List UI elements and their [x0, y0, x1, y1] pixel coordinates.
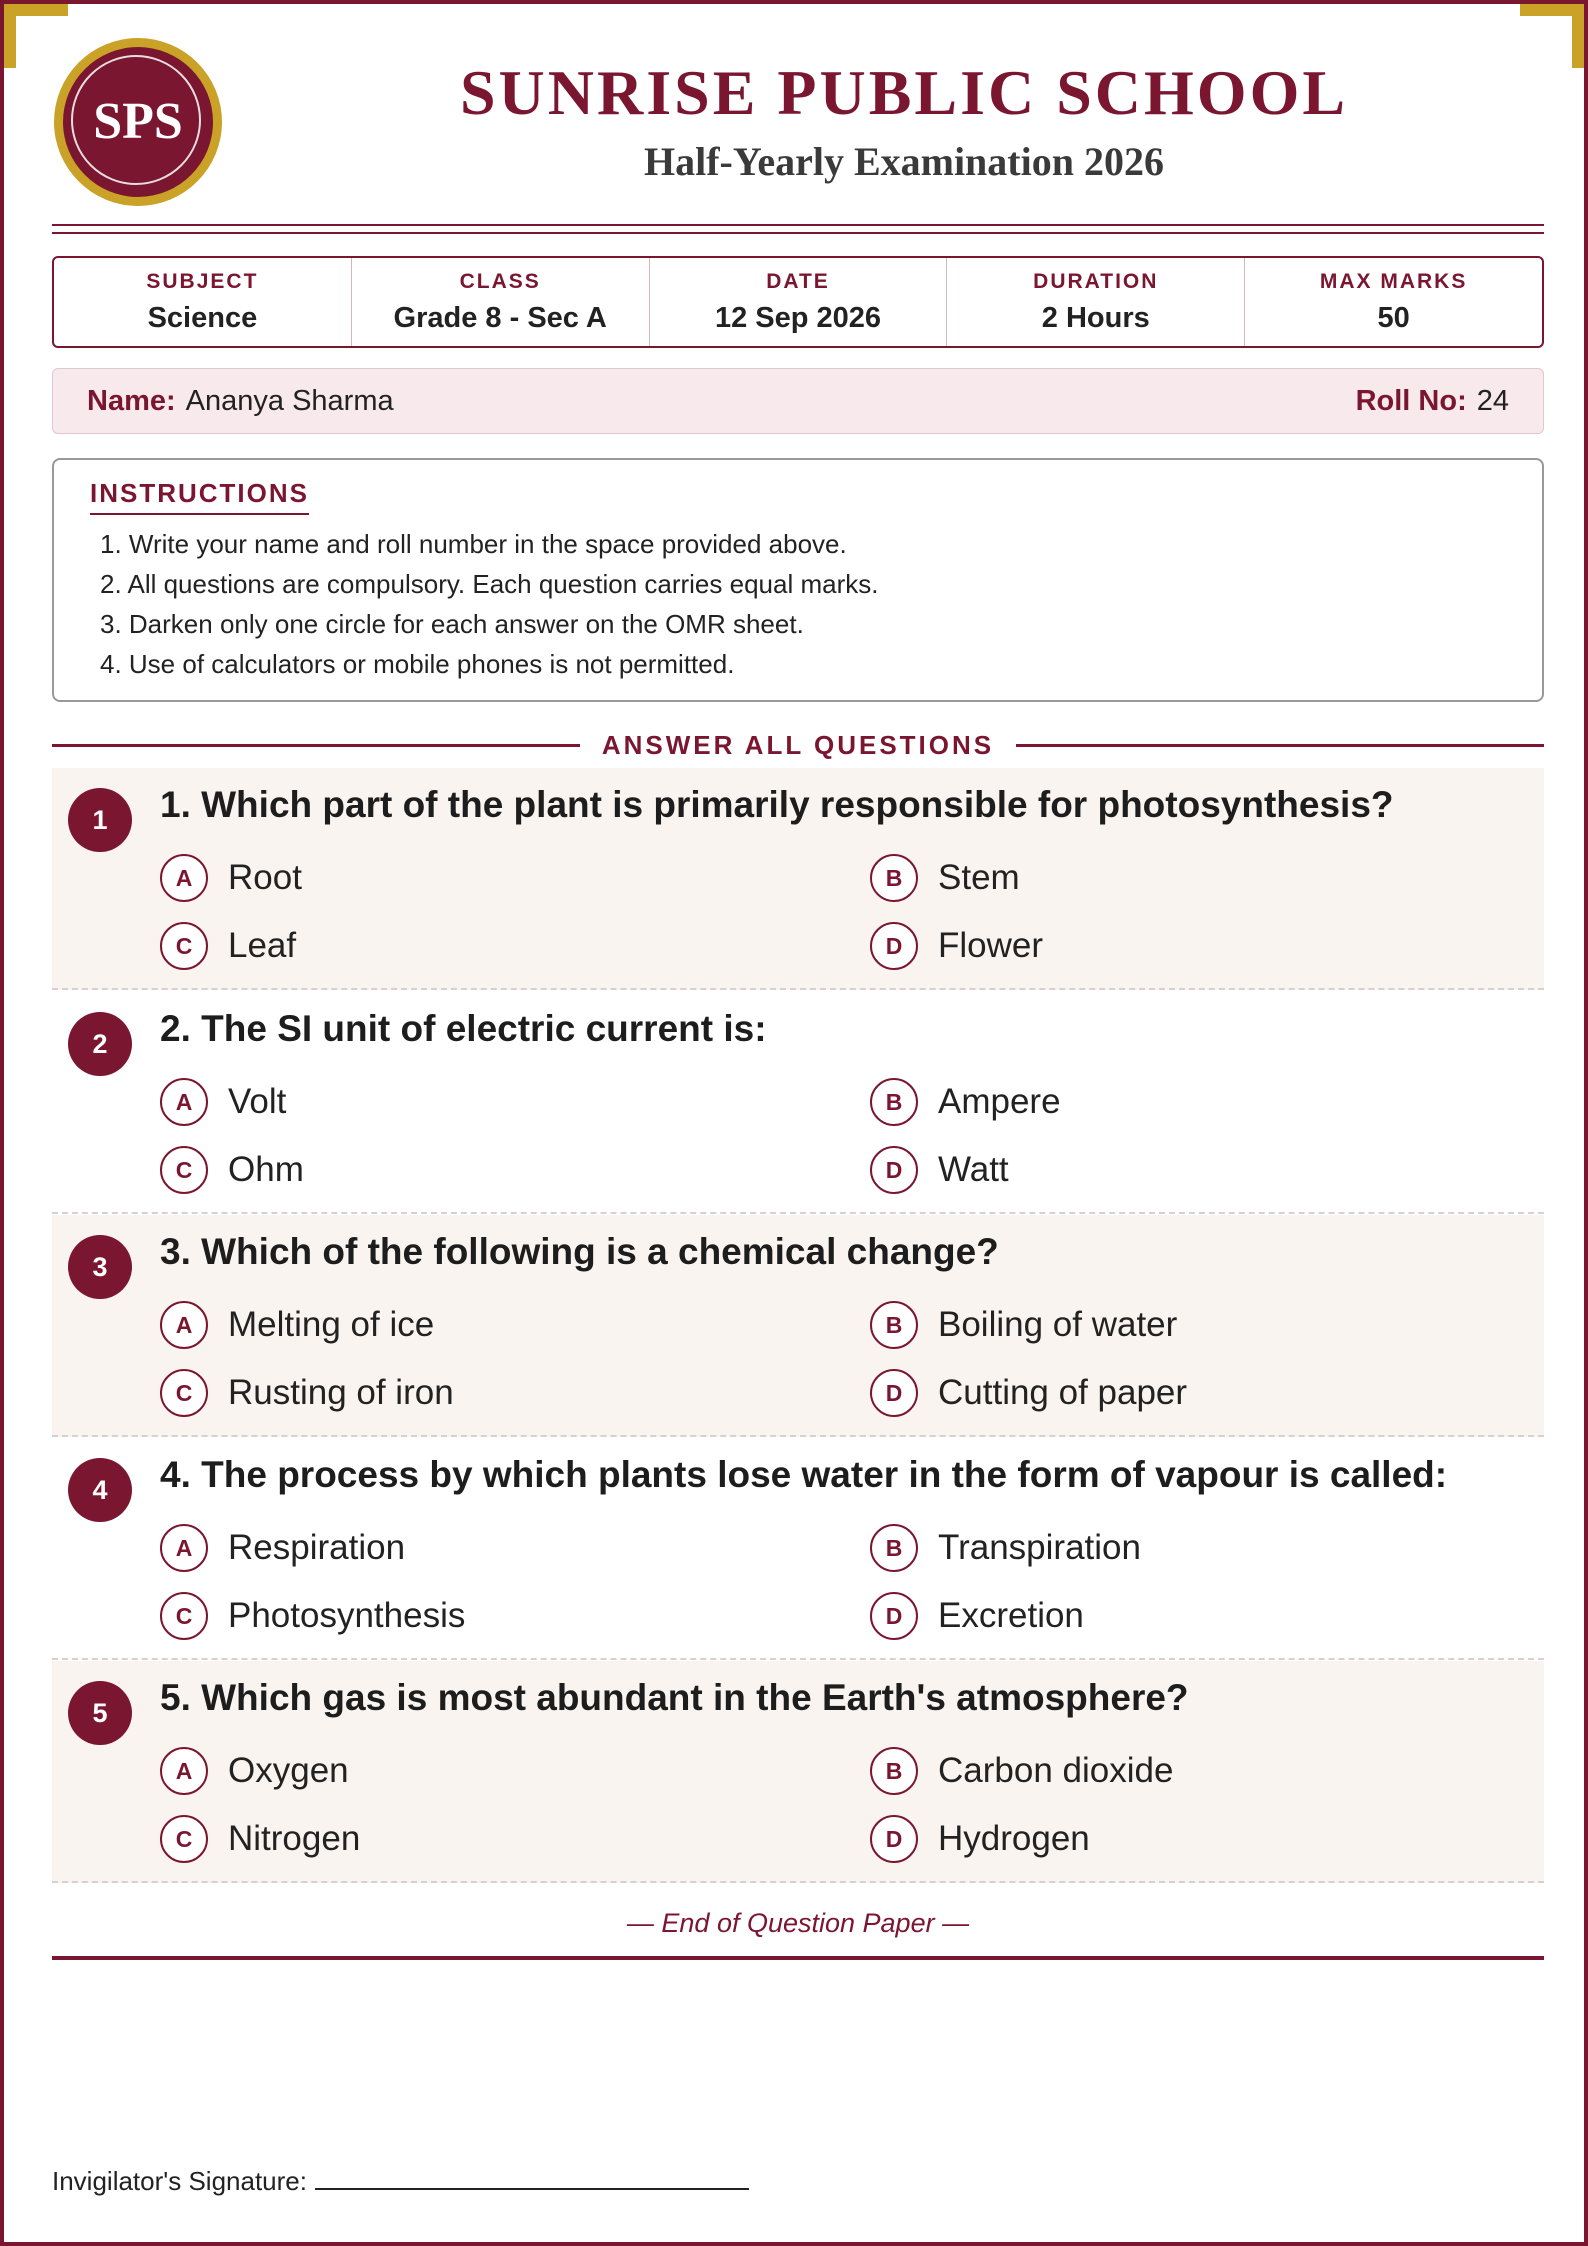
student-name-field[interactable] [87, 385, 394, 418]
question-text: 5. Which gas is most abundant in the Earth's atmosphere? [160, 1677, 1189, 1718]
option-text: Transpiration [938, 1528, 1141, 1567]
question-number-badge: 1 [68, 788, 132, 852]
corner-ornament-left [4, 4, 68, 68]
header-divider [52, 224, 1544, 234]
end-of-paper-note: — End of Question Paper — [626, 1908, 970, 1938]
meta-value: Science [147, 302, 258, 334]
meta-label: CLASS [459, 270, 541, 293]
question-1 [52, 768, 1544, 990]
instruction-item: 2. All questions are compulsory. Each question carries equal marks. [100, 569, 879, 599]
name-label: Name: [87, 385, 176, 417]
option-text: Photosynthesis [228, 1596, 466, 1635]
meta-class [352, 258, 650, 346]
question-3 [52, 1215, 1544, 1437]
option-text: Excretion [938, 1596, 1084, 1635]
question-number-badge: 3 [68, 1235, 132, 1299]
option-text: Boiling of water [938, 1305, 1178, 1344]
option-text: Oxygen [228, 1751, 349, 1790]
option-text: Carbon dioxide [938, 1751, 1174, 1790]
option-bubble[interactable]: B [870, 1301, 918, 1349]
question-text: 4. The process by which plants lose water in the form of vapour is called: [160, 1454, 1448, 1495]
instruction-item: 4. Use of calculators or mobile phones is not permitted. [100, 649, 735, 679]
option-text: Rusting of iron [228, 1373, 454, 1412]
section-heading [52, 730, 1544, 760]
question-number-badge: 5 [68, 1681, 132, 1745]
instructions-box [52, 458, 1544, 702]
corner-ornament-right [1520, 4, 1584, 68]
section-title-text: ANSWER ALL QUESTIONS [580, 730, 1016, 760]
option-text: Ohm [228, 1150, 304, 1189]
student-name: Ananya Sharma [185, 385, 394, 417]
exam-title: Half-Yearly Examination 2026 [644, 139, 1164, 184]
option-text: Flower [938, 926, 1044, 965]
question-text: 3. Which of the following is a chemical change? [160, 1231, 999, 1272]
option-text: Cutting of paper [938, 1373, 1188, 1412]
meta-value: 2 Hours [1041, 302, 1150, 334]
meta-label: MAX MARKS [1319, 270, 1468, 293]
question-number-badge: 2 [68, 1012, 132, 1076]
question-2 [52, 992, 1544, 1214]
instructions-list [100, 524, 878, 684]
option-text: Ampere [938, 1082, 1061, 1121]
roll-label: Roll No: [1355, 385, 1467, 417]
school-name: SUNRISE PUBLIC SCHOOL [459, 57, 1349, 128]
option-bubble[interactable]: A [160, 1747, 208, 1795]
option-text: Leaf [228, 926, 297, 965]
option-bubble[interactable]: B [870, 1747, 918, 1795]
instruction-item: 3. Darken only one circle for each answer on the OMR sheet. [100, 609, 804, 639]
meta-max-marks [1245, 258, 1542, 346]
meta-label: SUBJECT [146, 270, 259, 293]
option-bubble[interactable]: C [160, 1815, 208, 1863]
option-text: Volt [228, 1082, 287, 1121]
option-bubble[interactable]: C [160, 1592, 208, 1640]
option-bubble[interactable]: D [870, 1146, 918, 1194]
option-text: Respiration [228, 1528, 406, 1567]
student-info-band [52, 368, 1544, 434]
option-text: Hydrogen [938, 1819, 1090, 1858]
meta-label: DURATION [1033, 270, 1159, 293]
invigilator-signature [52, 2166, 749, 2197]
question-4 [52, 1438, 1544, 1660]
signature-line[interactable] [315, 2166, 749, 2190]
question-5 [52, 1661, 1544, 1883]
question-text: 1. Which part of the plant is primarily responsible for photosynthesis? [160, 784, 1394, 825]
roll-number: 24 [1476, 385, 1509, 417]
meta-label: DATE [766, 270, 830, 293]
option-bubble[interactable]: A [160, 1078, 208, 1126]
meta-value: 12 Sep 2026 [714, 302, 882, 334]
question-number-badge: 4 [68, 1458, 132, 1522]
option-bubble[interactable]: A [160, 854, 208, 902]
end-divider [52, 1956, 1544, 1960]
option-bubble[interactable]: C [160, 1146, 208, 1194]
section-title [52, 730, 1544, 761]
school-logo [54, 38, 222, 206]
option-bubble[interactable]: D [870, 1592, 918, 1640]
meta-date [650, 258, 948, 346]
option-text: Watt [938, 1150, 1009, 1189]
option-text: Root [228, 858, 302, 897]
option-text: Melting of ice [228, 1305, 435, 1344]
option-bubble[interactable]: C [160, 922, 208, 970]
option-text: Stem [938, 858, 1020, 897]
meta-value: Grade 8 - Sec A [393, 302, 607, 334]
option-bubble[interactable]: B [870, 1524, 918, 1572]
option-bubble[interactable]: A [160, 1301, 208, 1349]
instructions-title: INSTRUCTIONS [90, 478, 309, 515]
option-bubble[interactable]: D [870, 922, 918, 970]
logo-emblem [63, 47, 213, 197]
instruction-item: 1. Write your name and roll number in the space provided above. [100, 529, 847, 559]
logo-text: SPS [93, 93, 183, 150]
meta-subject [54, 258, 352, 346]
meta-value: 50 [1377, 302, 1410, 334]
option-bubble[interactable]: D [870, 1815, 918, 1863]
exam-details-table [52, 256, 1544, 348]
option-bubble[interactable]: B [870, 854, 918, 902]
roll-number-field[interactable] [1356, 385, 1509, 418]
question-text: 2. The SI unit of electric current is: [160, 1008, 767, 1049]
option-bubble[interactable]: D [870, 1369, 918, 1417]
meta-duration [947, 258, 1245, 346]
option-bubble[interactable]: C [160, 1369, 208, 1417]
option-bubble[interactable]: B [870, 1078, 918, 1126]
option-text: Nitrogen [228, 1819, 361, 1858]
signature-label: Invigilator's Signature: [52, 2166, 307, 2196]
option-bubble[interactable]: A [160, 1524, 208, 1572]
